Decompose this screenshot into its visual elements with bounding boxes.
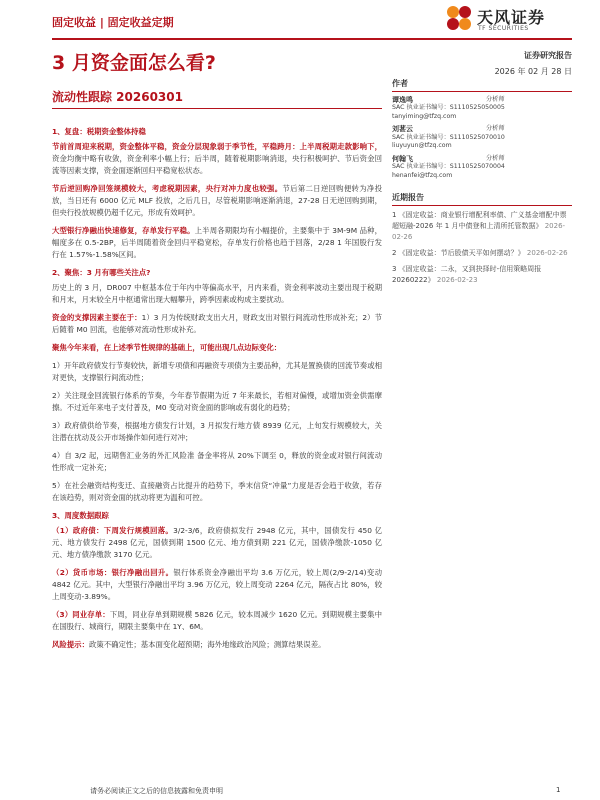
logo-name: 天风证券 (477, 8, 546, 27)
author-cert: SAC 执业证书编号：S1110525070010 (392, 133, 505, 141)
paragraph-lead: 风险提示： (52, 640, 89, 649)
page-number: 1 (556, 786, 561, 794)
paragraph (52, 639, 382, 651)
paragraph-lead: 聚焦今年来看，在上述季节性规律的基础上，可能出现几点边际变化： (52, 343, 282, 352)
author-name: 刘葚云 (392, 125, 413, 133)
recent-report-item[interactable] (392, 248, 572, 259)
paragraph: 4）自 3/2 起，远期售汇业务的外汇风险准 备金率将从 20%下调至 0，释放的资金或对银行间流动性形成一定补充； (52, 451, 382, 472)
paragraph-lead: （2）货币市场：银行净融出回升。 (52, 568, 174, 577)
recent-reports-heading: 近期报告 (392, 194, 572, 206)
author-email[interactable]: liuyuyun@tfzq.com (392, 142, 452, 149)
paragraph: 历史上的 3 月，DR007 中枢基本位于年内中等偏高水平，月内来看，资金利率波动主要出现于税期和月末，月末较全月中枢通常出现大幅攀升，跨季因素或构成主要扰动。 (52, 283, 382, 304)
recent-report-item[interactable] (392, 264, 572, 286)
report-subtitle: 流动性跟踪 20260301 (52, 90, 183, 104)
paragraph-body: 资金均衡中略有收敛，资金利率小幅上行；后半周，随着税期影响消退，央行积极呵护、节后资金回流等因素支撑，资金面逐渐回归平稳宽松状态。 (52, 154, 382, 175)
author-entry (392, 155, 572, 181)
author-entry (392, 96, 572, 122)
paragraph (52, 609, 382, 633)
paragraph (52, 567, 382, 603)
paragraph (52, 312, 382, 336)
recent-report-title[interactable]: 1 《固定收益：商业银行增配利率债、广义基金增配中票超短融-2026 年 1 月中债登和上清所托管数据》 (392, 210, 567, 230)
paragraph-body: 节后第二日逆回购便转为净投放，当日还有 6000 亿元 MLF 投放，之后几日，尽管税期影响逐渐消退，27-28 日无逆回购到期，但央行投放规模仍超千亿元，形成有效呵护。 (52, 184, 382, 217)
paragraph (52, 225, 382, 261)
paragraph (52, 525, 382, 561)
paragraph (52, 141, 382, 177)
author-role: 分析师 (486, 95, 505, 103)
report-title: 3 月资金面怎么看? (52, 52, 216, 74)
paragraph-body: 1）3 月为传统财政支出大月，财政支出对银行间流动性形成补充；2）节后随着 M0 回流，也能够对流动性形成补充。 (52, 313, 382, 334)
recent-report-title[interactable]: 3 《固定收益：二永，又到抉择时-信用策略周报 20260222》 (392, 264, 542, 284)
paragraph-lead: 资金的支撑因素主要在于： (52, 313, 142, 322)
paragraph-lead: 节后逆回购净回笼规模较大，考虑税期因素，央行对冲力度也较强。 (52, 184, 283, 193)
recent-report-title[interactable]: 2 《固定收益：节后股债天平如何摆动？》 (392, 248, 525, 257)
paragraph-lead: 节前首周迎来税期，资金整体平稳，资金分层现象弱于季节性，平稳跨月：上半周税期走款影响下， (52, 142, 382, 151)
report-type: 证券研究报告 (524, 51, 572, 60)
header-divider (52, 38, 572, 40)
main-content (52, 120, 382, 657)
paragraph-lead: （1）政府债：下周发行规模回落。 (52, 526, 174, 535)
recent-report-item[interactable] (392, 210, 572, 243)
recent-report-date: 2026-02-26 (392, 221, 566, 241)
author-name: 何翰飞 (392, 154, 413, 163)
author-email[interactable]: tanyiming@tfzq.com (392, 112, 457, 120)
report-date: 2026 年 02 月 28 日 (494, 67, 572, 76)
paragraph (52, 183, 382, 219)
paragraph-body: 下周，同业存单到期规模 5826 亿元，较本周减少 1620 亿元。到期规模主要集中在国股行、城商行，期限主要集中在 1Y、6M。 (52, 610, 382, 631)
author-role: 分析师 (486, 154, 505, 162)
paragraph: 3）政府债供给节奏，根据地方债发行计划，3 月拟发行地方债 8939 亿元，上旬发行规模较大，关注潜在扰动及公开市场操作如何进行对冲； (52, 421, 382, 442)
paragraph (52, 342, 382, 354)
logo-mark-icon (444, 3, 474, 33)
subtitle-divider (52, 108, 382, 109)
paragraph-body: 银行体系资金净融出平均 3.6 万亿元，较上周(2/9-2/14)变动 4842 亿元。其中，大型银行净融出平均 3.96 万亿元，较上周变动 2264 亿元，隔夜占比 80%，较上周变动-3.89%。 (52, 568, 382, 601)
author-cert: SAC 执业证书编号：S1110525070004 (392, 163, 505, 170)
footer-disclaimer: 请务必阅读正文之后的信息披露和免责申明 (90, 787, 223, 795)
logo-subtitle: TF SECURITIES (478, 25, 529, 32)
paragraph-lead: 大型银行净融出快速修复，存单发行平稳。 (52, 226, 195, 235)
authors-heading: 作者 (392, 80, 572, 92)
section-heading: 2、聚焦：3 月有哪些关注点? (52, 268, 151, 277)
author-role: 分析师 (486, 125, 505, 132)
paragraph: 5）在社会融资结构变迁、直接融资占比提升的趋势下，季末信贷“冲量”力度是否会趋于收敛，若存在该趋势，则对资金面的扰动将更为温和可控。 (52, 481, 382, 502)
author-cert: SAC 执业证书编号：S1110525050005 (392, 104, 505, 111)
recent-report-date: 2026-02-26 (526, 248, 568, 257)
paragraph-lead: （3）同业存单： (52, 610, 110, 619)
paragraph-body: 政策不确定性；基本面变化超预期；海外地缘政治风险；测算结果误差。 (88, 640, 326, 649)
company-logo (444, 3, 556, 37)
paragraph: 1）开年政府债发行节奏较快，新增专项债和再融资专项债为主要品种，尤其是置换债的回流节奏或相对更快，支撑银行间流动性； (52, 361, 382, 382)
paragraph-body: 上半周各期限均有小幅提价，主要集中于 3M-9M 品种，幅度多在 0.5-2BP，后半周随着资金回归平稳宽松，存单发行价格也趋于回落，2/28 1 年国股行发行在 1.57%-1.58%区间。 (52, 226, 382, 259)
paragraph-body: 3/2-3/6，政府债拟发行 2948 亿元，其中，国债发行 450 亿元、地方债发行 2498 亿元，国债到期 1500 亿元、地方债到期 221 亿元，国债净缴款-1050 亿元、地方债净缴款 3170 亿元。 (52, 526, 382, 559)
section-heading: 1、复盘：税期资金整体持稳 (52, 127, 146, 136)
author-email[interactable]: henanfei@tfzq.com (392, 171, 453, 179)
paragraph: 2）关注现金回流银行体系的节奏，今年春节假期为近 7 年来最长，若相对偏慢，或增加资金供需摩擦。不过近年来电子支付普及，M0 变动对资金面的影响或有弱化的趋势； (52, 391, 382, 412)
author-entry (392, 125, 572, 151)
sidebar (392, 80, 572, 291)
report-category: 固定收益 | 固定收益定期 (52, 16, 174, 29)
recent-report-date: 2026-02-23 (436, 275, 478, 284)
author-name: 谭逸鸣 (392, 95, 413, 104)
section-heading: 3、周度数据跟踪 (52, 511, 109, 520)
